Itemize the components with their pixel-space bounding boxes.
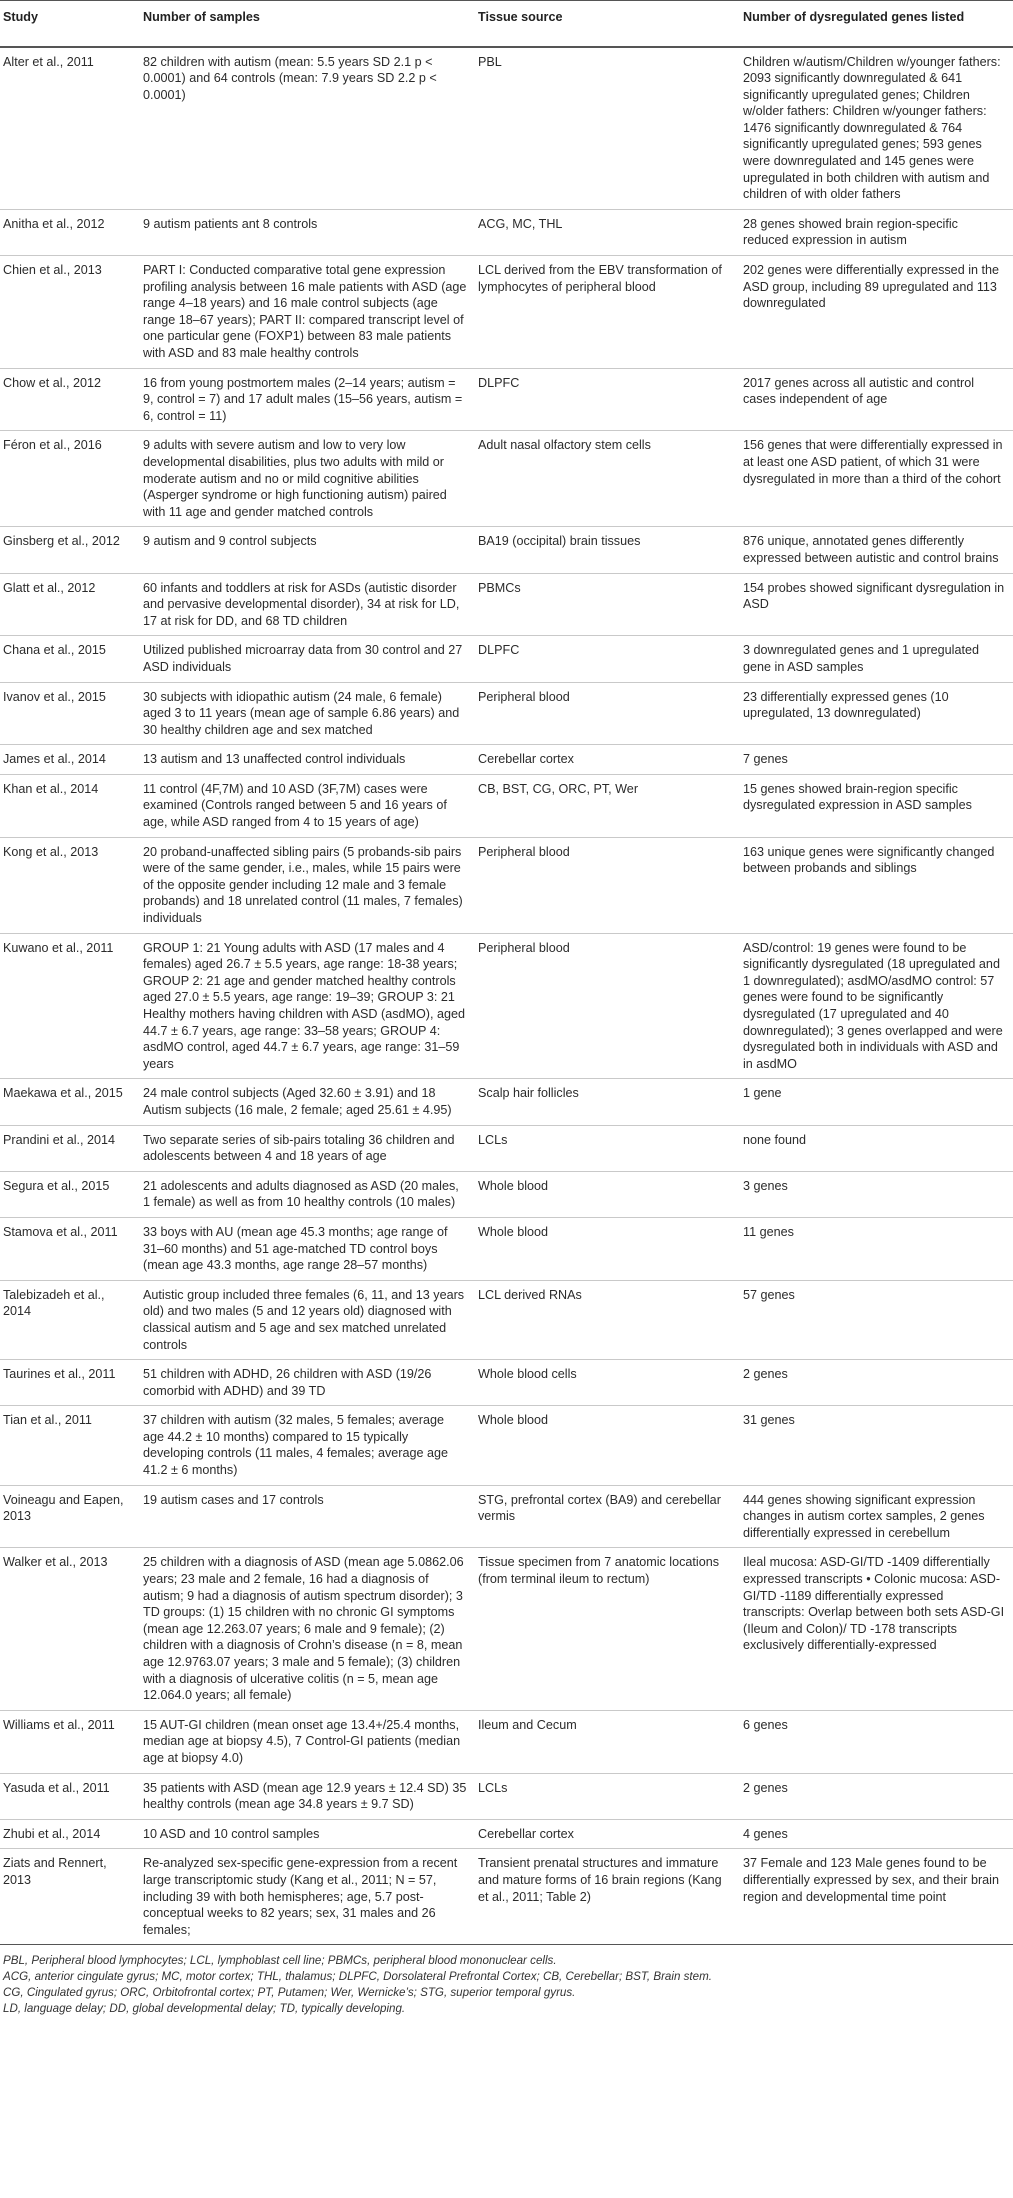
cell-study: Anitha et al., 2012 [0, 209, 140, 255]
cell-genes: 876 unique, annotated genes differently expressed between autistic and control brains [740, 527, 1013, 573]
cell-tissue: BA19 (occipital) brain tissues [475, 527, 740, 573]
cell-samples: 9 autism and 9 control subjects [140, 527, 475, 573]
table-row [0, 1171, 1013, 1217]
cell-study: Tian et al., 2011 [0, 1406, 140, 1485]
cell-tissue: Whole blood [475, 1171, 740, 1217]
cell-samples: 15 AUT-GI children (mean onset age 13.4+/25.4 months, median age at biopsy 4.5), 7 Control-GI patients (median age at biopsy 4.0) [140, 1710, 475, 1773]
cell-tissue: Tissue specimen from 7 anatomic locations (from terminal ileum to rectum) [475, 1548, 740, 1710]
cell-study: Chana et al., 2015 [0, 636, 140, 682]
cell-tissue: Whole blood [475, 1406, 740, 1485]
cell-tissue: Whole blood [475, 1217, 740, 1280]
cell-genes: 156 genes that were differentially expressed in at least one ASD patient, of which 31 were dysregulated in more than a third of the cohort [740, 431, 1013, 527]
cell-samples: 25 children with a diagnosis of ASD (mean age 5.0862.06 years; 23 male and 2 female, 16 had a diagnosis of autism; 9 had a diagnosis of autism spectrum disorder); 3 TD groups: (1) 15 children with no chronic GI symptoms (mean age 12.263.07 years; 6 male and 9 female); (2) children with a diagnosis of Crohn’s disease (n = 8, mean age 12.9763.07 years; 3 male and 5 female); (3) children with a diagnosis of ulcerative colitis (n = 5, mean age 12.064.0 years; all female) [140, 1548, 475, 1710]
cell-study: Ivanov et al., 2015 [0, 682, 140, 745]
cell-genes: 444 genes showing significant expression changes in autism cortex samples, 2 genes differentially expressed in cerebellum [740, 1485, 1013, 1548]
header-tissue: Tissue source [475, 1, 740, 47]
cell-samples: 19 autism cases and 17 controls [140, 1485, 475, 1548]
cell-tissue: Whole blood cells [475, 1360, 740, 1406]
cell-study: Talebizadeh et al., 2014 [0, 1280, 140, 1359]
cell-genes: 28 genes showed brain region-specific reduced expression in autism [740, 209, 1013, 255]
table-row [0, 431, 1013, 527]
table-row [0, 1849, 1013, 1945]
cell-study: Chow et al., 2012 [0, 368, 140, 431]
table-footnotes [0, 1945, 1013, 2017]
cell-samples: 35 patients with ASD (mean age 12.9 years ± 12.4 SD) 35 healthy controls (mean age 34.8 years ± 9.7 SD) [140, 1773, 475, 1819]
cell-study: Khan et al., 2014 [0, 774, 140, 837]
cell-study: Yasuda et al., 2011 [0, 1773, 140, 1819]
cell-study: James et al., 2014 [0, 745, 140, 775]
table-row [0, 1773, 1013, 1819]
cell-samples: 11 control (4F,7M) and 10 ASD (3F,7M) cases were examined (Controls ranged between 5 and 16 years of age, while ASD ranged from 4 to 15 years of age) [140, 774, 475, 837]
table-row [0, 256, 1013, 369]
cell-genes: 2 genes [740, 1360, 1013, 1406]
cell-tissue: LCLs [475, 1125, 740, 1171]
footnote: LD, language delay; DD, global developmental delay; TD, typically developing. [3, 2002, 406, 2016]
cell-tissue: DLPFC [475, 368, 740, 431]
cell-genes: ASD/control: 19 genes were found to be significantly dysregulated (18 upregulated and 1 downregulated); asdMO/asdMO control: 57 genes were found to be significantly dysregulated (17 upregulated and 40 downregulated); 3 genes overlapped and were dysregulated both in individuals with ASD and in asdMO [740, 933, 1013, 1079]
table-row [0, 1079, 1013, 1125]
cell-samples: 9 autism patients ant 8 controls [140, 209, 475, 255]
cell-study: Kong et al., 2013 [0, 837, 140, 933]
cell-genes: 37 Female and 123 Male genes found to be differentially expressed by sex, and their brain region and developmental time point [740, 1849, 1013, 1945]
cell-samples: 33 boys with AU (mean age 45.3 months; age range of 31–60 months) and 51 age-matched TD control boys (mean age 43.3 months, age range 28–57 months) [140, 1217, 475, 1280]
cell-samples: 30 subjects with idiopathic autism (24 male, 6 female) aged 3 to 11 years (mean age of sample 6.86 years) and 30 healthy children age and sex matched [140, 682, 475, 745]
cell-genes: 31 genes [740, 1406, 1013, 1485]
cell-genes: 2017 genes across all autistic and control cases independent of age [740, 368, 1013, 431]
cell-samples: 9 adults with severe autism and low to very low developmental disabilities, plus two adults with mild or moderate autism and no or mild cognitive abilities (Asperger syndrome or high functioning autism) paired with 11 age and gender matched controls [140, 431, 475, 527]
cell-study: Ginsberg et al., 2012 [0, 527, 140, 573]
cell-samples: GROUP 1: 21 Young adults with ASD (17 males and 4 females) aged 26.7 ± 5.5 years, age range: 18-38 years; GROUP 2: 21 age and gender matched healthy controls aged 27.0 ± 5.5 years, age range: 19–39; GROUP 3: 21 Healthy mothers having children with ASD (asdMO), aged 44.7 ± 6.7 years, age range: 33–58 years; GROUP 4: asdMO control, aged 44.7 ± 6.7 years, age range: 31–59 years [140, 933, 475, 1079]
cell-genes: Children w/autism/Children w/younger fathers: 2093 significantly downregulated & 641 significantly upregulated genes; Children w/older fathers: Children w/younger fathers: 1476 significantly downregulated & 764 significantly upregulated genes; 593 genes were downregulated and 145 genes were upregulated in both children with autism and children of with older fathers [740, 47, 1013, 210]
cell-tissue: LCLs [475, 1773, 740, 1819]
cell-tissue: LCL derived from the EBV transformation of lymphocytes of peripheral blood [475, 256, 740, 369]
table-row [0, 1548, 1013, 1710]
table-row [0, 682, 1013, 745]
footnote: ACG, anterior cingulate gyrus; MC, motor cortex; THL, thalamus; DLPFC, Dorsolateral Prefrontal Cortex; CB, Cerebellar; BST, Brain stem. [3, 1970, 712, 1984]
cell-genes: 2 genes [740, 1773, 1013, 1819]
header-genes: Number of dysregulated genes listed [740, 1, 1013, 47]
table-row [0, 1485, 1013, 1548]
table-header [0, 1, 1013, 47]
cell-genes: 202 genes were differentially expressed in the ASD group, including 89 upregulated and 113 downregulated [740, 256, 1013, 369]
cell-study: Walker et al., 2013 [0, 1548, 140, 1710]
cell-study: Zhubi et al., 2014 [0, 1819, 140, 1849]
cell-samples: 10 ASD and 10 control samples [140, 1819, 475, 1849]
cell-tissue: DLPFC [475, 636, 740, 682]
table-row [0, 774, 1013, 837]
table-row [0, 47, 1013, 210]
footnote: CG, Cingulated gyrus; ORC, Orbitofrontal cortex; PT, Putamen; Wer, Wernicke’s; STG, superior temporal gyrus. [3, 1986, 576, 2000]
cell-tissue: Peripheral blood [475, 837, 740, 933]
cell-tissue: Cerebellar cortex [475, 745, 740, 775]
table-row [0, 1819, 1013, 1849]
cell-tissue: Scalp hair follicles [475, 1079, 740, 1125]
table-row [0, 745, 1013, 775]
cell-tissue: Transient prenatal structures and immature and mature forms of 16 brain regions (Kang et al., 2011; Table 2) [475, 1849, 740, 1945]
cell-tissue: ACG, MC, THL [475, 209, 740, 255]
cell-genes: 4 genes [740, 1819, 1013, 1849]
cell-study: Voineagu and Eapen, 2013 [0, 1485, 140, 1548]
header-study: Study [0, 1, 140, 47]
cell-study: Williams et al., 2011 [0, 1710, 140, 1773]
table-row [0, 1710, 1013, 1773]
cell-study: Alter et al., 2011 [0, 47, 140, 210]
cell-study: Glatt et al., 2012 [0, 573, 140, 636]
cell-tissue: Adult nasal olfactory stem cells [475, 431, 740, 527]
cell-tissue: CB, BST, CG, ORC, PT, Wer [475, 774, 740, 837]
cell-tissue: PBL [475, 47, 740, 210]
table-row [0, 837, 1013, 933]
table-body [0, 47, 1013, 1945]
cell-study: Prandini et al., 2014 [0, 1125, 140, 1171]
cell-study: Féron et al., 2016 [0, 431, 140, 527]
cell-genes: 154 probes showed significant dysregulation in ASD [740, 573, 1013, 636]
cell-tissue: Cerebellar cortex [475, 1819, 740, 1849]
table-row [0, 1217, 1013, 1280]
cell-samples: Utilized published microarray data from 30 control and 27 ASD individuals [140, 636, 475, 682]
cell-study: Segura et al., 2015 [0, 1171, 140, 1217]
cell-tissue: Peripheral blood [475, 933, 740, 1079]
table-row [0, 1360, 1013, 1406]
table-row [0, 527, 1013, 573]
header-samples: Number of samples [140, 1, 475, 47]
cell-study: Stamova et al., 2011 [0, 1217, 140, 1280]
cell-samples: 21 adolescents and adults diagnosed as ASD (20 males, 1 female) as well as from 10 healthy controls (10 males) [140, 1171, 475, 1217]
cell-tissue: STG, prefrontal cortex (BA9) and cerebellar vermis [475, 1485, 740, 1548]
table-row [0, 636, 1013, 682]
cell-genes: 57 genes [740, 1280, 1013, 1359]
header-row [0, 1, 1013, 47]
cell-study: Ziats and Rennert, 2013 [0, 1849, 140, 1945]
cell-genes: 11 genes [740, 1217, 1013, 1280]
cell-samples: Autistic group included three females (6, 11, and 13 years old) and two males (5 and 12 years old) diagnosed with classical autism and 5 age and sex matched unrelated controls [140, 1280, 475, 1359]
cell-genes: 15 genes showed brain-region specific dysregulated expression in ASD samples [740, 774, 1013, 837]
table-row [0, 1280, 1013, 1359]
cell-study: Taurines et al., 2011 [0, 1360, 140, 1406]
table-row [0, 933, 1013, 1079]
cell-genes: 163 unique genes were significantly changed between probands and siblings [740, 837, 1013, 933]
cell-tissue: LCL derived RNAs [475, 1280, 740, 1359]
cell-tissue: Peripheral blood [475, 682, 740, 745]
cell-samples: 60 infants and toddlers at risk for ASDs (autistic disorder and pervasive developmental disorder), 34 at risk for LD, 17 at risk for DD, and 68 TD children [140, 573, 475, 636]
cell-samples: 20 proband-unaffected sibling pairs (5 probands-sib pairs were of the same gender, i.e., males, while 15 pairs were of the opposite gender including 12 male and 3 female probands) and 18 unrelated control (11 males, 7 females) individuals [140, 837, 475, 933]
table-row [0, 1125, 1013, 1171]
cell-genes: 1 gene [740, 1079, 1013, 1125]
cell-samples: PART I: Conducted comparative total gene expression profiling analysis between 16 male patients with ASD (age range 4–18 years) and 16 male control subjects (age range 18–67 years); PART II: compared transcript level of one particular gene (FOXP1) between 83 male patients with ASD and 83 male healthy controls [140, 256, 475, 369]
table-row [0, 368, 1013, 431]
cell-samples: 16 from young postmortem males (2–14 years; autism = 9, control = 7) and 17 adult males (15–56 years, autism = 6, control = 11) [140, 368, 475, 431]
cell-genes: 7 genes [740, 745, 1013, 775]
cell-samples: Two separate series of sib-pairs totaling 36 children and adolescents between 4 and 18 years of age [140, 1125, 475, 1171]
cell-genes: 3 genes [740, 1171, 1013, 1217]
footnote: PBL, Peripheral blood lymphocytes; LCL, lymphoblast cell line; PBMCs, peripheral blood mononuclear cells. [3, 1954, 557, 1968]
cell-genes: 3 downregulated genes and 1 upregulated gene in ASD samples [740, 636, 1013, 682]
table-row [0, 1406, 1013, 1485]
table-row [0, 209, 1013, 255]
cell-samples: 37 children with autism (32 males, 5 females; average age 44.2 ± 10 months) compared to 15 typically developing controls (11 males, 4 females; average age 41.2 ± 6 months) [140, 1406, 475, 1485]
cell-samples: Re-analyzed sex-specific gene-expression from a recent large transcriptomic study (Kang et al., 2011; N = 57, including 39 with both hemispheres; age, 5.7 post-conceptual weeks to 82 years; sex, 31 males and 26 females; [140, 1849, 475, 1945]
cell-genes: Ileal mucosa: ASD-GI/TD -1409 differentially expressed transcripts • Colonic mucosa: ASD-GI/TD -1189 differentially expressed transcripts: Overlap between both sets ASD-GI (Ileum and Colon)/ TD -178 transcripts exclusively differentially-expressed [740, 1548, 1013, 1710]
cell-tissue: PBMCs [475, 573, 740, 636]
cell-tissue: Ileum and Cecum [475, 1710, 740, 1773]
table-row [0, 573, 1013, 636]
cell-study: Kuwano et al., 2011 [0, 933, 140, 1079]
cell-samples: 13 autism and 13 unaffected control individuals [140, 745, 475, 775]
cell-study: Maekawa et al., 2015 [0, 1079, 140, 1125]
cell-samples: 82 children with autism (mean: 5.5 years SD 2.1 p < 0.0001) and 64 controls (mean: 7.9 years SD 2.2 p < 0.0001) [140, 47, 475, 210]
cell-genes: none found [740, 1125, 1013, 1171]
cell-samples: 24 male control subjects (Aged 32.60 ± 3.91) and 18 Autism subjects (16 male, 2 female; aged 25.61 ± 4.95) [140, 1079, 475, 1125]
cell-study: Chien et al., 2013 [0, 256, 140, 369]
cell-genes: 23 differentially expressed genes (10 upregulated, 13 downregulated) [740, 682, 1013, 745]
cell-samples: 51 children with ADHD, 26 children with ASD (19/26 comorbid with ADHD) and 39 TD [140, 1360, 475, 1406]
cell-genes: 6 genes [740, 1710, 1013, 1773]
